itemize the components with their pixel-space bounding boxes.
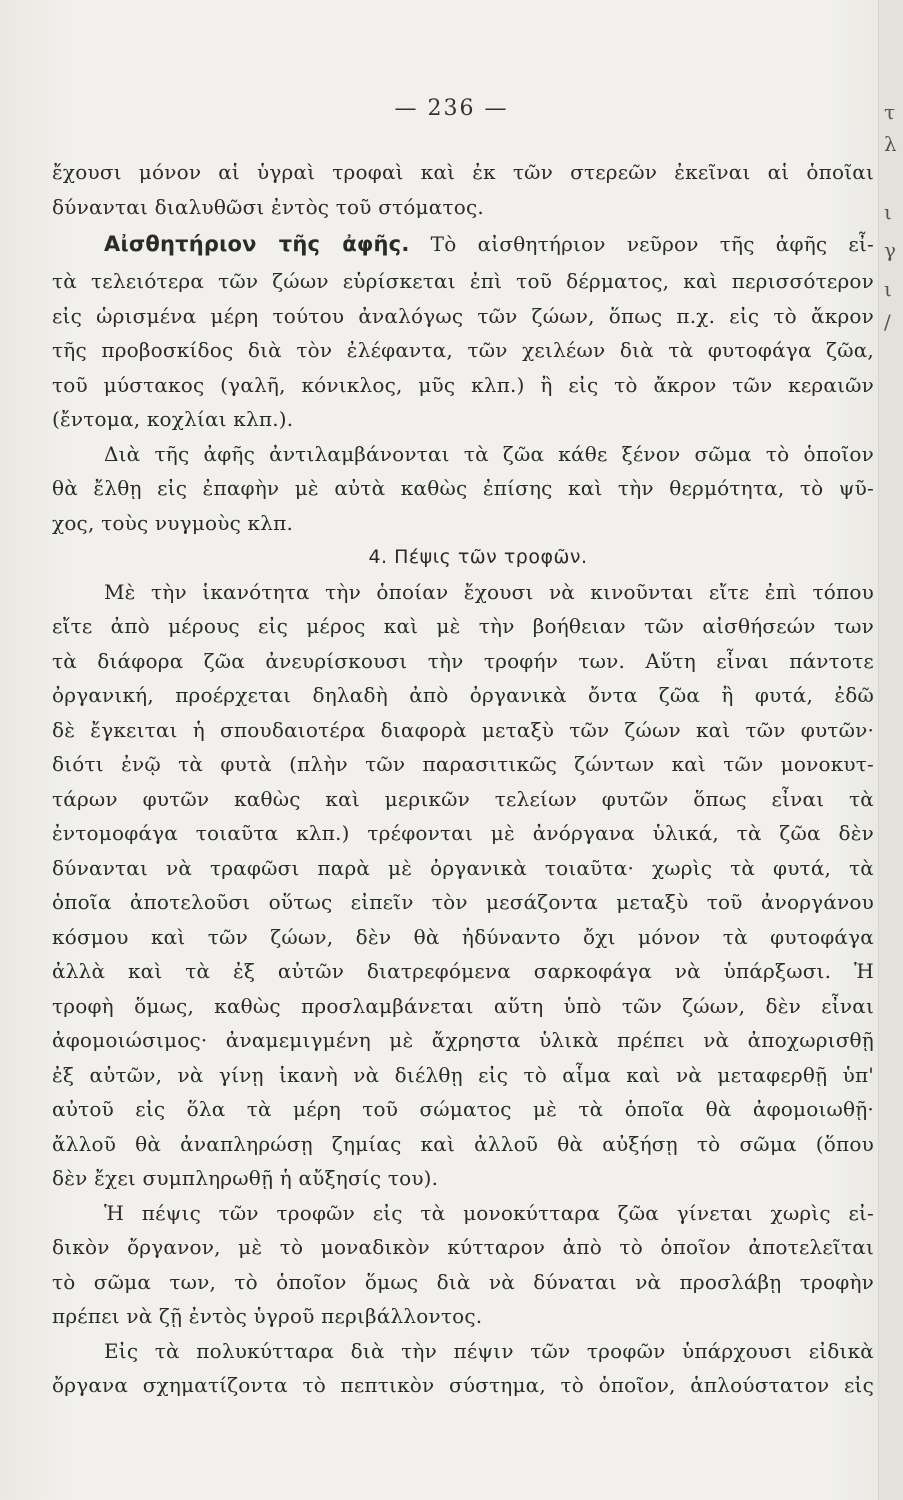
text-line: εἰς ὡρισμένα μέρη τούτου ἀναλόγως τῶν ζώων, ὅπως π.χ. εἰς τὸ ἄκρον: [52, 303, 874, 328]
text-line: ἔχουσι μόνον αἱ ὑγραὶ τροφαὶ καὶ ἐκ τῶν στερεῶν ἐκεῖναι αἱ ὁποῖαι: [52, 160, 874, 184]
text-line: ὁποῖα ἀποτελοῦσι οὕτως εἰπεῖν τὸν μεσάζοντα μεταξὺ τοῦ ἀνοργάνου: [52, 890, 874, 914]
section-heading: Αἰσθητήριον τῆς ἀφῆς.: [104, 232, 410, 256]
text-line: δύνανται διαλυθῶσι ἐντὸς τοῦ στόματος.: [52, 194, 484, 219]
text-line: εἴτε ἀπὸ μέρους εἰς μέρος καὶ μὲ τὴν βοήθειαν τῶν αἰσθήσεών των: [52, 614, 874, 638]
paragraph: [52, 1196, 874, 1334]
text-line: τάρων φυτῶν καθὼς καὶ μερικῶν τελείων φυτῶν ὅπως εἶναι τὰ: [52, 786, 874, 811]
text-line: δύνανται νὰ τραφῶσι παρὰ μὲ ὀργανικὰ τοιαῦτα· χωρὶς τὰ φυτά, τὰ: [52, 855, 874, 880]
text-line: θὰ ἔλθῃ εἰς ἐπαφὴν μὲ αὐτὰ καθὼς ἐπίσης καὶ τὴν θερμότητα, τὸ ψῦ-: [52, 476, 874, 500]
text-line: χος, τοὺς νυγμοὺς κλπ.: [52, 510, 294, 535]
text-line: ἀλλὰ καὶ τὰ ἐξ αὐτῶν διατρεφόμενα σαρκοφάγα νὰ ὑπάρξωσι. Ἡ: [52, 959, 874, 983]
paragraph: [52, 437, 874, 541]
text-line: δικὸν ὄργανον, μὲ τὸ μοναδικὸν κύτταρον ἀπὸ τὸ ὁποῖον ἀποτελεῖται: [52, 1235, 874, 1259]
text-line: Ἡ πέψις τῶν τροφῶν εἰς τὰ μονοκύτταρα ζῶα γίνεται χωρὶς εἰ-: [104, 1200, 874, 1225]
edge-fragment: ι: [884, 277, 892, 301]
paragraph: [52, 224, 874, 437]
text-line: τὰ τελειότερα τῶν ζώων εὑρίσκεται ἐπὶ τοῦ δέρματος, καὶ περισσότερον: [52, 269, 874, 293]
paragraph: [52, 155, 874, 224]
edge-fragment: /: [884, 310, 891, 334]
text-line: ὄργανα σχηματίζοντα τὸ πεπτικὸν σύστημα, τὸ ὁποῖον, ἁπλούστατον εἰς: [52, 1373, 874, 1397]
edge-fragment: τ: [884, 100, 896, 124]
text-line: ὀργανική, προέρχεται δηλαδὴ ἀπὸ ὀργανικὰ ὄντα ζῶα ἢ φυτά, ἐδῶ: [52, 683, 874, 707]
text-line: πρέπει νὰ ζῇ ἐντὸς ὑγροῦ περιβάλλοντος.: [52, 1304, 483, 1328]
text-line: τὸ σῶμα των, τὸ ὁποῖον ὅμως διὰ νὰ δύναται νὰ προσλάβῃ τροφὴν: [52, 1269, 874, 1294]
text-line: ἀφομοιώσιμος· ἀναμεμιγμένη μὲ ἄχρηστα ὑλικὰ πρέπει νὰ ἀποχωρισθῇ: [52, 1028, 874, 1052]
text-line: τροφὴ ὅμως, καθὼς προσλαμβάνεται αὕτη ὑπὸ τῶν ζώων, δὲν εἶναι: [52, 993, 874, 1018]
text-line: ἐντομοφάγα τοιαῦτα κλπ.) τρέφονται μὲ ἀνόργανα ὑλικά, τὰ ζῶα δὲν: [52, 821, 874, 845]
page-body: [52, 155, 874, 1403]
text-line: διότι ἐνῷ τὰ φυτὰ (πλὴν τῶν παρασιτικῶς ζώντων καὶ τῶν μονοκυτ-: [52, 752, 874, 776]
text-line: [52, 224, 874, 264]
text-line: ἄλλοῦ θὰ ἀναπληρώσῃ ζημίας καὶ ἀλλοῦ θὰ αὐξήσῃ τὸ σῶμα (ὅπου: [52, 1131, 874, 1156]
text-line: τὰ διάφορα ζῶα ἀνευρίσκουσι τὴν τροφήν των. Αὕτη εἶναι πάντοτε: [52, 648, 874, 673]
text-line: κόσμου καὶ τῶν ζώων, δὲν θὰ ἠδύναντο ὄχι μόνον τὰ φυτοφάγα: [52, 924, 874, 949]
heading-continuation: Τὸ αἰσθητήριον νεῦρον τῆς ἀφῆς εἶ-: [409, 232, 874, 256]
facing-page-edge: [878, 0, 903, 1500]
section-title: 4. Πέψις τῶν τροφῶν.: [368, 546, 588, 568]
text-line: δὲ ἔγκειται ἡ σπουδαιοτέρα διαφορὰ μεταξὺ τῶν ζώων καὶ τῶν φυτῶν·: [52, 717, 874, 742]
text-line: τοῦ μύστακος (γαλῆ, κόνικλος, μῦς κλπ.) ἢ εἰς τὸ ἄκρον τῶν κεραιῶν: [52, 372, 874, 397]
page-number: — 236 —: [394, 96, 509, 121]
paragraph: [52, 1334, 874, 1403]
text-line: ἐξ αὐτῶν, νὰ γίνῃ ἱκανὴ νὰ διέλθῃ εἰς τὸ αἷμα καὶ νὰ μεταφερθῇ ὑπ': [52, 1062, 874, 1087]
edge-fragment: λ: [884, 132, 897, 156]
text-line: αὐτοῦ εἰς ὅλα τὰ μέρη τοῦ σώματος μὲ τὰ ὁποῖα θὰ ἀφομοιωθῇ·: [52, 1097, 874, 1121]
text-line: Μὲ τὴν ἱκανότητα τὴν ὁποίαν ἔχουσι νὰ κινοῦνται εἴτε ἐπὶ τόπου: [104, 579, 874, 604]
paragraph: [52, 575, 874, 1196]
text-line: (ἔντομα, κοχλίαι κλπ.).: [52, 407, 294, 431]
text-line: τῆς προβοσκίδος διὰ τὸν ἐλέφαντα, τῶν χειλέων διὰ τὰ φυτοφάγα ζῶα,: [52, 338, 874, 362]
text-line: Διὰ τῆς ἀφῆς ἀντιλαμβάνονται τὰ ζῶα κάθε ξένον σῶμα τὸ ὁποῖον: [104, 441, 874, 466]
text-line: Εἰς τὰ πολυκύτταρα διὰ τὴν πέψιν τῶν τροφῶν ὑπάρχουσι εἰδικὰ: [104, 1338, 874, 1363]
edge-fragment: ι: [884, 200, 892, 224]
edge-fragment: γ: [884, 238, 896, 262]
text-line: δὲν ἔχει συμπληρωθῇ ἡ αὔξησίς του).: [52, 1166, 439, 1190]
